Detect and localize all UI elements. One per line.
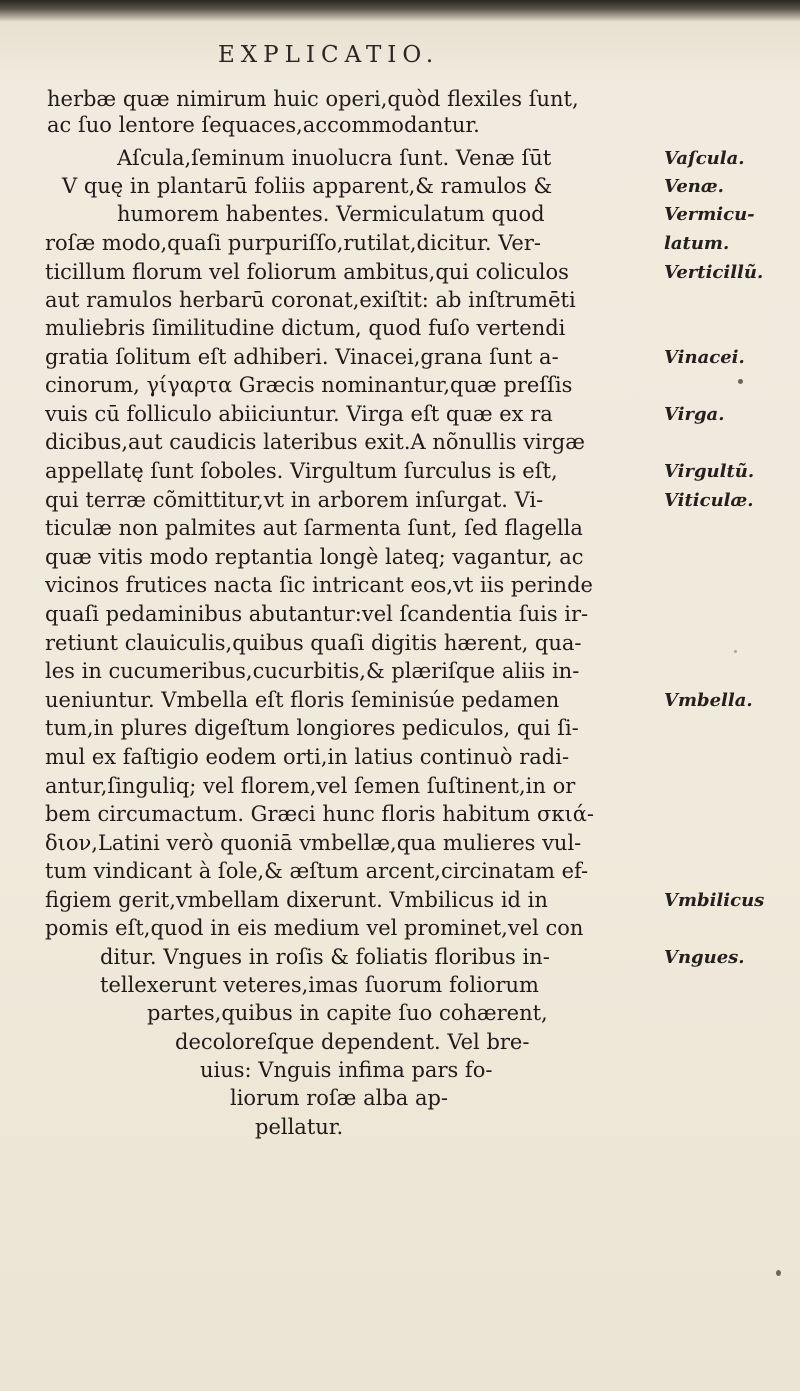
text-line: humorem habentes. Vermiculatum quod	[117, 202, 545, 226]
text-line: uius: Vnguis infima pars fo-	[200, 1058, 493, 1082]
text-line: pellatur.	[255, 1115, 344, 1139]
margin-note: latum.	[664, 233, 730, 254]
text-line: cinorum, γίγαρτα Græcis nominantur,quæ preſſis	[45, 373, 573, 397]
margin-note: Virga.	[664, 404, 725, 425]
text-line: antur,ſinguliq; vel florem,vel ſemen ſuſtinent,in or	[45, 774, 576, 798]
text-line: partes,quibus in capite ſuo cohærent,	[147, 1001, 548, 1025]
text-line: ticillum florum vel foliorum ambitus,qui coliculos	[45, 260, 569, 284]
text-line: ueniuntur. Vmbella eſt floris ſeminisúe pedamen	[45, 688, 560, 712]
text-line: vicinos frutices nacta ſic intricant eos,vt iis perinde	[45, 573, 593, 597]
margin-note: Verticillũ.	[664, 262, 764, 283]
text-line: tum,in plures digeſtum longiores pediculos, qui ſi-	[45, 716, 579, 740]
margin-note: Viticulæ.	[664, 490, 754, 511]
ink-speck	[776, 1270, 781, 1276]
text-line: les in cucumeribus,cucurbitis,& plæriſque aliis in-	[45, 659, 580, 683]
text-line: bem circumactum. Græci hunc floris habitum σκιά-	[45, 802, 594, 826]
running-head: EXPLICATIO.	[218, 42, 440, 68]
text-line: vuis cū folliculo abiiciuntur. Virga eſt quæ ex ra	[45, 402, 553, 426]
text-line: quæ vitis modo reptantia longè lateq; vagantur, ac	[45, 545, 584, 569]
text-line: V quę in plantarū foliis apparent,& ramulos &	[62, 174, 553, 198]
ink-speck	[738, 379, 743, 384]
text-line: qui terræ cõmittitur,vt in arborem inſurgat. Vi-	[45, 488, 544, 512]
text-line: retiunt clauiculis,quibus quaſi digitis hærent, qua-	[45, 631, 582, 655]
text-line: quaſi pedaminibus abutantur:vel ſcandentia ſuis ir-	[45, 602, 589, 626]
margin-note: Vaſcula.	[664, 148, 745, 169]
text-line: figiem gerit,vmbellam dixerunt. Vmbilicus id in	[45, 888, 548, 912]
text-line: Aſcula,ſeminum inuolucra ſunt. Venæ ſūt	[117, 146, 552, 170]
text-line: tellexerunt veteres,imas ſuorum foliorum	[100, 973, 539, 997]
text-line: muliebris ſimilitudine dictum, quod fuſo vertendi	[45, 316, 566, 340]
text-line: tum vindicant à ſole,& æſtum arcent,circinatam ef-	[45, 859, 589, 883]
text-line: herbæ quæ nimirum huic operi,quòd flexiles ſunt,	[47, 87, 579, 111]
text-line: roſæ modo,quaſi purpuriſſo,rutilat,dicitur. Ver-	[45, 231, 541, 255]
text-line: pomis eſt,quod in eis medium vel prominet,vel con	[45, 916, 584, 940]
text-line: ticulæ non palmites aut ſarmenta ſunt, ſed flagella	[45, 516, 583, 540]
text-line: mul ex faſtigio eodem orti,in latius continuò radi-	[45, 745, 570, 769]
text-line: διον,Latini verò quoniā vmbellæ,qua mulieres vul-	[45, 831, 582, 855]
text-line: appellatę ſunt ſoboles. Virgultum ſurculus is eſt,	[45, 459, 558, 483]
text-line: ac ſuo lentore ſequaces,accommodantur.	[47, 113, 480, 137]
margin-note: Vmbella.	[664, 690, 753, 711]
margin-note: Venæ.	[664, 176, 724, 197]
margin-note: Virgultũ.	[664, 461, 755, 482]
margin-note: Vermicu-	[664, 204, 755, 225]
text-line: dicibus,aut caudicis lateribus exit.A nõnullis virgæ	[45, 430, 585, 454]
text-line: ditur. Vngues in roſis & foliatis floribus in-	[100, 945, 550, 969]
margin-note: Vinacei.	[664, 347, 745, 368]
text-line: gratia ſolitum eſt adhiberi. Vinacei,grana ſunt a-	[45, 345, 559, 369]
margin-note: Vngues.	[664, 947, 745, 968]
margin-note: Vmbilicus	[664, 890, 765, 911]
text-line: aut ramulos herbarū coronat,exiſtit: ab inſtrumēti	[45, 288, 576, 312]
text-line: liorum roſæ alba ap-	[230, 1086, 449, 1110]
text-line: decoloreſque dependent. Vel bre-	[175, 1030, 530, 1054]
ink-speck	[734, 650, 737, 653]
